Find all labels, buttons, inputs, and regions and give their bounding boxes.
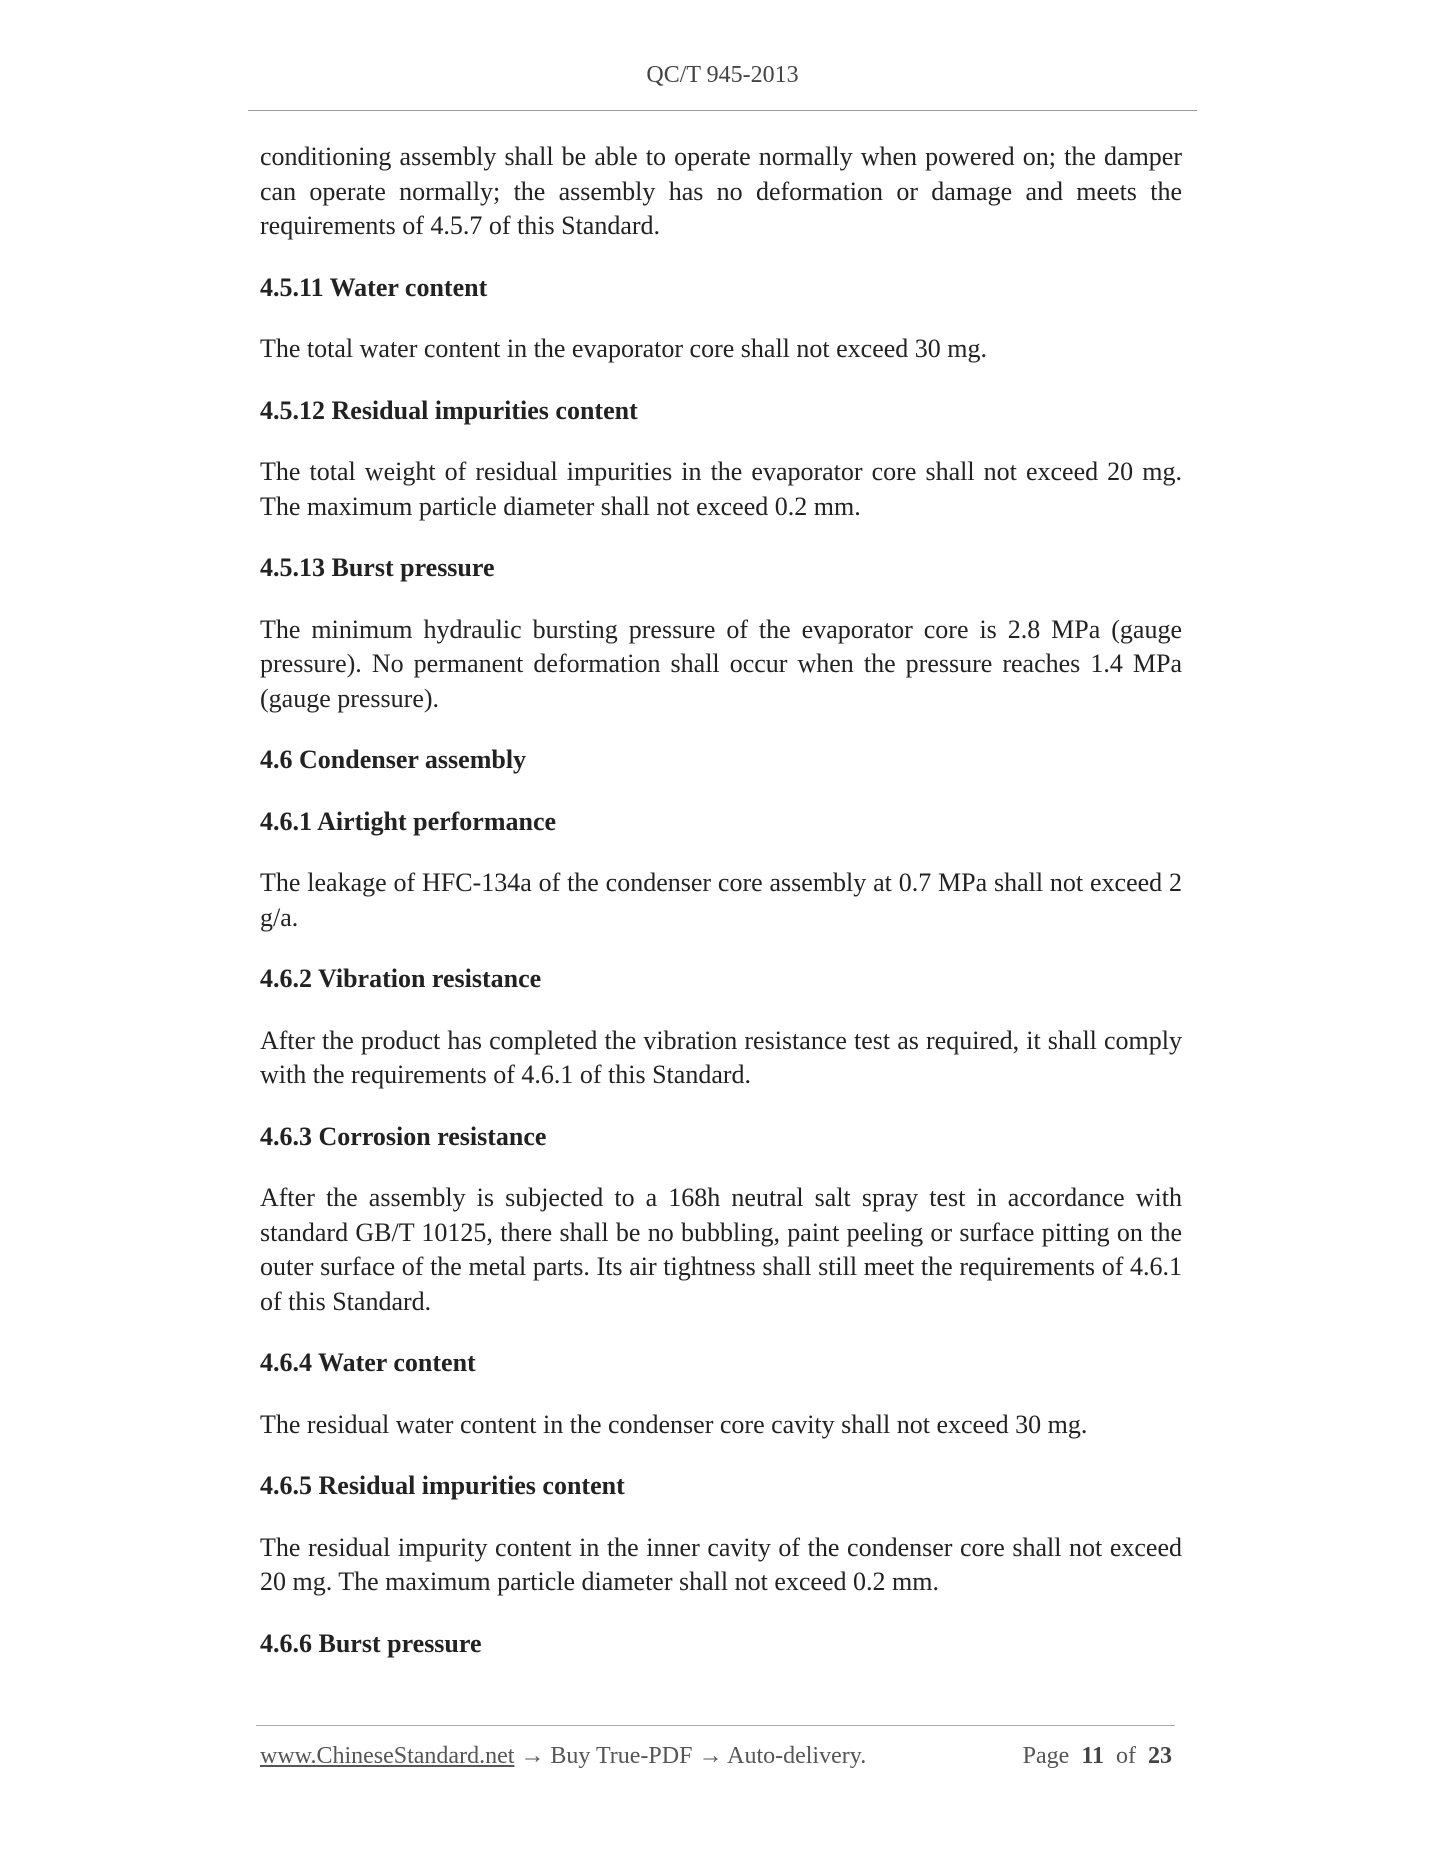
website-link[interactable]: www.ChineseStandard.net: [260, 1743, 515, 1769]
footer-promo: [260, 1743, 866, 1770]
heading-4-6-5: 4.6.5 Residual impurities content: [260, 1471, 625, 1500]
page-footer: [260, 1743, 1172, 1770]
paragraph-4-6-5: The residual impurity content in the inner cavity of the condenser core shall not exceed 20 mg. The maximum particle diameter shall not exceed 0.2 mm.: [260, 1532, 1182, 1596]
heading-4-5-11: 4.5.11 Water content: [260, 272, 488, 302]
paragraph-4-6-3: After the assembly is subjected to a 168h neutral salt spray test in accordance with standard GB/T 10125, there shall be no bubbling, paint peeling or surface pitting on the outer surface of the metal parts. Its air tightness shall still meet the requirements of 4.6.1 of this Standard.: [260, 1183, 1182, 1316]
heading-4-6-2: 4.6.2 Vibration resistance: [260, 964, 542, 993]
heading-4-6-1: 4.6.1 Airtight performance: [260, 806, 557, 836]
current-page: 11: [1081, 1743, 1104, 1769]
paragraph-continuation: conditioning assembly shall be able to operate normally when powered on; the damper can operate normally; the assembly has no deformation or damage and meets the requirements of 4.5.7 of this Standard.: [260, 142, 1182, 240]
paragraph-4-6-4: The residual water content in the condenser core cavity shall not exceed 30 mg.: [260, 1409, 1088, 1439]
paragraph-4-6-1: The leakage of HFC-134a of the condenser core assembly at 0.7 MPa shall not exceed 2 g/a.: [260, 868, 1182, 932]
header-divider: [248, 110, 1197, 111]
paragraph-4-5-13: The minimum hydraulic bursting pressure of the evaporator core is 2.8 MPa (gauge pressure). No permanent deformation shall occur when the pressure reaches 1.4 MPa (gauge pressure).: [260, 614, 1182, 713]
paragraph-4-6-2: After the product has completed the vibration resistance test as required, it shall comply with the requirements of 4.6.1 of this Standard.: [260, 1025, 1182, 1089]
heading-4-5-13: 4.5.13 Burst pressure: [260, 553, 495, 582]
heading-4-6-4: 4.6.4 Water content: [260, 1348, 476, 1377]
footer-divider: [256, 1725, 1175, 1726]
promo-text: → Buy True-PDF → Auto-delivery.: [514, 1743, 867, 1769]
heading-4-6-6: 4.6.6 Burst pressure: [260, 1628, 482, 1658]
heading-4-5-12: 4.5.12 Residual impurities content: [260, 395, 638, 425]
total-pages: 23: [1148, 1743, 1172, 1769]
paragraph-4-5-12: The total weight of residual impurities in the evaporator core shall not exceed 20 mg. The maximum particle diameter shall not exceed 0.2 mm.: [260, 457, 1182, 521]
document-code-header: QC/T 945-2013: [646, 62, 799, 88]
heading-4-6: 4.6 Condenser assembly: [260, 745, 527, 774]
paragraph-4-5-11: The total water content in the evaporator core shall not exceed 30 mg.: [260, 334, 987, 363]
heading-4-6-3: 4.6.3 Corrosion resistance: [260, 1121, 547, 1151]
page-content: [260, 140, 1182, 1661]
page-number: Page 11 of 23: [1022, 1743, 1172, 1769]
